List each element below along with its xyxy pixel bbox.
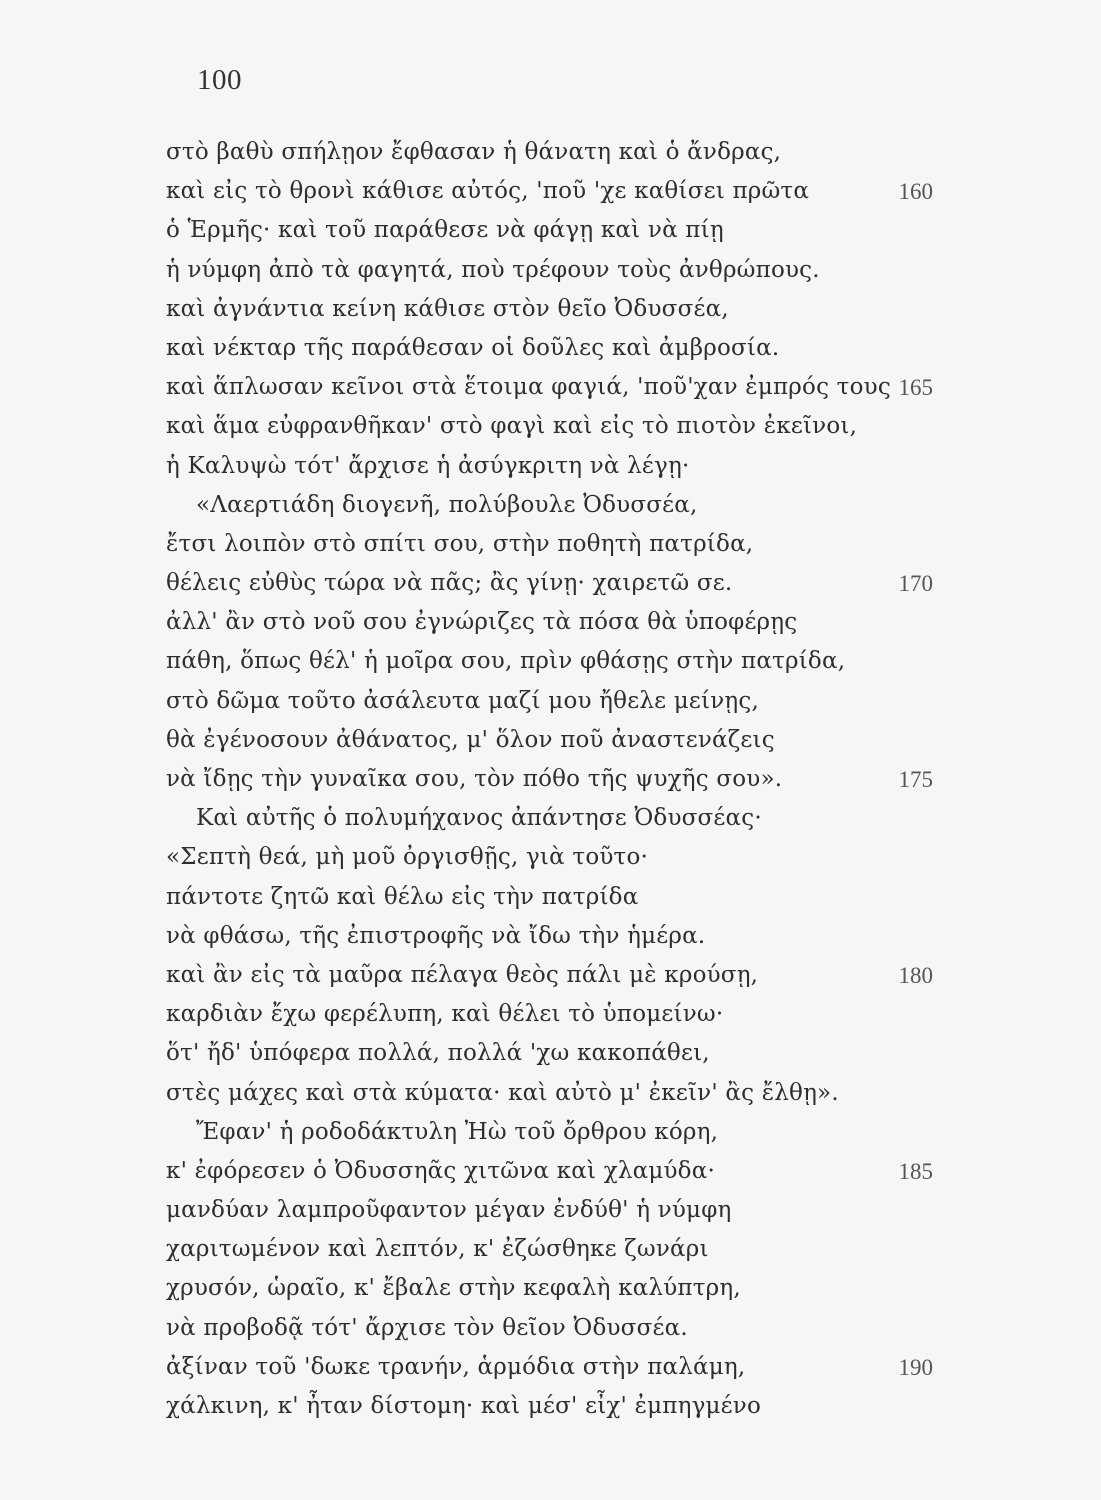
verse-line (0, 486, 1101, 525)
verse-text: καὶ εἰς τὸ θρονὶ κάθισε αὐτός, 'ποῦ 'χε καθίσει πρῶτα (166, 178, 810, 205)
verse-line (0, 290, 1101, 329)
verse-block (0, 133, 1101, 1426)
verse-text: στὲς μάχες καὶ στὰ κύματα· καὶ αὐτὸ μ' ἐκεῖν' ἂς ἔλθῃ». (166, 1079, 839, 1106)
verse-line (0, 1113, 1101, 1152)
verse-line (0, 407, 1101, 446)
verse-text: πάντοτε ζητῶ καὶ θέλω εἰς τὴν πατρίδα (166, 883, 639, 910)
verse-line (0, 1074, 1101, 1113)
verse-text: καρδιὰν ἔχω φερέλυπη, καὶ θέλει τὸ ὑπομείνω· (166, 1001, 724, 1028)
verse-line (0, 682, 1101, 721)
verse-line (0, 251, 1101, 290)
verse-line (0, 1348, 1101, 1387)
verse-text: μανδύαν λαμπροῦφαντον μέγαν ἐνδύθ' ἡ νύμφη (166, 1197, 732, 1224)
verse-text: πάθη, ὅπως θέλ' ἡ μοῖρα σου, πρὶν φθάσῃς στὴν πατρίδα, (166, 648, 846, 675)
verse-line (0, 172, 1101, 211)
verse-line (0, 211, 1101, 250)
verse-line (0, 838, 1101, 877)
line-number: 170 (898, 571, 933, 597)
verse-text: χρυσόν, ὡραῖο, κ' ἔβαλε στὴν κεφαλὴ καλύπτρη, (166, 1275, 741, 1302)
verse-text: «Λαερτιάδη διογενῆ, πολύβουλε Ὀδυσσέα, (196, 491, 698, 518)
verse-text: Καὶ αὐτῆς ὁ πολυμήχανος ἀπάντησε Ὀδυσσέας· (196, 805, 762, 832)
verse-line (0, 1191, 1101, 1230)
verse-text: νὰ ἴδῃς τὴν γυναῖκα σου, τὸν πόθο τῆς ψυχῆς σου». (166, 766, 783, 792)
line-number: 165 (898, 375, 933, 401)
verse-text: ἔτσι λοιπὸν στὸ σπίτι σου, στὴν ποθητὴ πατρίδα, (166, 530, 754, 557)
verse-line (0, 525, 1101, 564)
line-number: 160 (898, 179, 933, 205)
verse-text: χαριτωμένον καὶ λεπτόν, κ' ἐζώσθηκε ζωνάρι (166, 1236, 709, 1263)
verse-text: στὸ βαθὺ σπήλῃον ἔφθασαν ἡ θάνατη καὶ ὁ ἄνδρας, (166, 139, 782, 165)
verse-line (0, 1152, 1101, 1191)
verse-text: κ' ἐφόρεσεν ὁ Ὀδυσσηᾶς χιτῶνα καὶ χλαμύδα· (166, 1157, 715, 1184)
verse-line (0, 721, 1101, 760)
verse-line (0, 329, 1101, 368)
verse-line (0, 133, 1101, 172)
verse-line (0, 603, 1101, 642)
verse-line (0, 1230, 1101, 1269)
verse-line (0, 1387, 1101, 1426)
verse-text: χάλκινη, κ' ἦταν δίστομη· καὶ μέσ' εἶχ' ἐμπηγμένο (166, 1393, 762, 1419)
page-number: 100 (197, 64, 242, 96)
verse-line (0, 1269, 1101, 1308)
verse-text: ἀλλ' ἂν στὸ νοῦ σου ἐγνώριζες τὰ πόσα θὰ ὑποφέρῃς (166, 609, 798, 636)
verse-text: ἡ Καλυψὼ τότ' ἄρχισε ἡ ἀσύγκριτη νὰ λέγῃ· (166, 452, 690, 479)
verse-text: καὶ ἅπλωσαν κεῖνοι στὰ ἕτοιμα φαγιά, 'ποῦ'χαν ἐμπρός τους (166, 374, 891, 401)
line-number: 190 (898, 1354, 933, 1380)
verse-text: θὰ ἐγένοσουν ἀθάνατος, μ' ὅλον ποῦ ἀναστενάζεις (166, 726, 775, 753)
verse-text: καὶ ἀγνάντια κείνη κάθισε στὸν θεῖο Ὀδυσσέα, (166, 295, 729, 322)
verse-line (0, 799, 1101, 838)
verse-text: νὰ προβοδᾷ τότ' ἄρχισε τὸν θεῖον Ὀδυσσέα. (166, 1314, 688, 1341)
verse-text: θέλεις εὐθὺς τώρα νὰ πᾶς; ἂς γίνῃ· χαιρετῶ σε. (166, 570, 733, 597)
line-number: 185 (898, 1158, 933, 1184)
verse-line (0, 368, 1101, 407)
verse-text: καὶ ἂν εἰς τὰ μαῦρα πέλαγα θεὸς πάλι μὲ κρούσῃ, (166, 961, 759, 988)
verse-line (0, 642, 1101, 681)
verse-line (0, 917, 1101, 956)
verse-text: ἡ νύμφη ἀπὸ τὰ φαγητά, ποὺ τρέφουν τοὺς ἀνθρώπους. (166, 256, 820, 283)
verse-text: ὅτ' ἤδ' ὑπόφερα πολλά, πολλά 'χω κακοπάθει, (166, 1040, 710, 1067)
verse-line (0, 1034, 1101, 1073)
line-number: 180 (898, 962, 933, 988)
line-number: 175 (898, 767, 933, 792)
verse-text: «Σεπτὴ θεά, μὴ μοῦ ὀργισθῇς, γιὰ τοῦτο· (166, 844, 649, 871)
verse-line (0, 878, 1101, 917)
verse-text: Ἔφαν' ἡ ροδοδάκτυλη Ἠὼ τοῦ ὄρθρου κόρη, (196, 1118, 719, 1145)
verse-line (0, 447, 1101, 486)
verse-text: καὶ νέκταρ τῆς παράθεσαν οἱ δοῦλες καὶ ἀμβροσία. (166, 334, 780, 361)
verse-text: ὁ Ἑρμῆς· καὶ τοῦ παράθεσε νὰ φάγῃ καὶ νὰ πίῃ (166, 217, 724, 244)
verse-line (0, 956, 1101, 995)
verse-text: στὸ δῶμα τοῦτο ἀσάλευτα μαζί μου ἤθελε μείνῃς, (166, 687, 759, 714)
verse-line (0, 760, 1101, 799)
verse-line (0, 1309, 1101, 1348)
verse-line (0, 564, 1101, 603)
verse-text: νὰ φθάσω, τῆς ἐπιστροφῆς νὰ ἴδω τὴν ἡμέρα. (166, 922, 706, 949)
verse-line (0, 995, 1101, 1034)
verse-text: ἀξίναν τοῦ 'δωκε τρανήν, ἁρμόδια στὴν παλάμη, (166, 1353, 746, 1380)
verse-text: καὶ ἅμα εὐφρανθῆκαν' στὸ φαγὶ καὶ εἰς τὸ πιοτὸν ἐκεῖνοι, (166, 413, 858, 440)
